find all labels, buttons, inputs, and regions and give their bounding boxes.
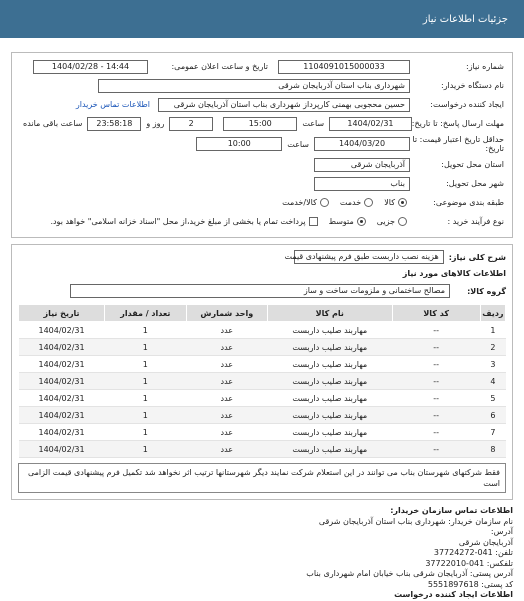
table-cell: 7 [480,424,505,441]
table-cell: -- [392,356,480,373]
contact-address: آدرس پستی: آذربایجان شرقی بناب خیابان امام شهرداری بناب [306,569,513,578]
creator-label: ایجاد کننده درخواست: [430,100,504,109]
table-cell: مهاربند صلیب داربست [268,356,393,373]
delivery-city-row [18,174,506,193]
creator-field: حسین محجوبی بهمنی کارپرداز شهرداری بناب استان آذربایجان شرقی [158,98,410,112]
validity-row [18,133,506,155]
table-cell: عدد [186,390,267,407]
process-row [18,212,506,231]
table-cell: عدد [186,407,267,424]
radio-icon[interactable] [320,198,329,207]
table-cell: -- [392,424,480,441]
announce-label: تاریخ و ساعت اعلان عمومی: [171,62,268,71]
category-row [18,193,506,212]
table-cell: 1 [105,339,186,356]
validity-date-field: 1404/03/20 [314,137,410,151]
validity-time-field: 10:00 [196,137,282,151]
table-cell: -- [392,441,480,458]
buyer-contact-info [11,506,513,601]
buyer-org-field: شهرداری بناب استان آذربایجان شرقی [98,79,410,93]
category-option-service[interactable]: خدمت [340,198,376,207]
contact-org: نام سازمان خریدار: شهرداری بناب استان آذربایجان شرقی [318,516,513,526]
column-header: ردیف [480,305,505,322]
reply-deadline-label: مهلت ارسال پاسخ: تا تاریخ: [411,119,504,128]
table-cell: 1 [480,322,505,339]
description-label: شرح کلی نیاز: [448,252,506,262]
column-header: نام کالا [268,305,393,322]
table-cell: 1404/02/31 [19,339,105,356]
reply-time-label: ساعت [302,119,325,128]
checkbox-icon[interactable] [309,217,318,226]
table-cell: 5 [480,390,505,407]
table-cell: 1 [105,373,186,390]
remaining-label: ساعت باقی مانده [23,119,83,128]
table-cell: 1404/02/31 [19,441,105,458]
table-cell: مهاربند صلیب داربست [268,390,393,407]
page-header [0,0,524,38]
table-row [19,339,506,356]
column-header: تعداد / مقدار [105,305,186,322]
table-cell: 1 [105,441,186,458]
category-label: طبقه بندی موضوعی: [433,198,504,207]
table-row [19,322,506,339]
creator-info-title: اطلاعات ایجاد کننده درخواست [394,590,513,599]
radio-selected-icon[interactable] [398,198,407,207]
need-number-row [18,57,506,76]
validity-label: حداقل تاریخ اعتبار قیمت: تا تاریخ: [412,135,504,153]
table-cell: مهاربند صلیب داربست [268,441,393,458]
table-row [19,441,506,458]
table-cell: 1404/02/31 [19,322,105,339]
table-cell: 1 [105,322,186,339]
reply-date-field: 1404/02/31 [329,117,412,131]
goods-group-label: گروه کالا: [467,286,506,296]
validity-time-label: ساعت [287,139,309,149]
buyer-org-row [18,76,506,95]
table-cell: مهاربند صلیب داربست [268,424,393,441]
process-option-medium[interactable]: متوسط [329,217,369,226]
table-cell: 3 [480,356,505,373]
table-row [19,390,506,407]
buyer-contact-link[interactable]: اطلاعات تماس خریدار [75,100,150,109]
need-number-label: شماره نیاز: [466,62,504,71]
category-option-goods-service[interactable]: کالا/خدمت [282,198,332,207]
table-cell: عدد [186,441,267,458]
remaining-time-field: 23:58:18 [87,117,141,131]
table-cell: عدد [186,322,267,339]
table-cell: 1 [105,390,186,407]
table-cell: عدد [186,339,267,356]
process-label: نوع فرآیند خرید : [447,217,504,226]
creator-row [18,95,506,114]
delivery-city-field: بناب [314,177,410,191]
delivery-province-field: آذربایجان شرقی [314,158,410,172]
contact-title: اطلاعات تماس سازمان خریدار: [390,506,513,515]
reply-time-field: 15:00 [223,117,297,131]
radio-icon[interactable] [364,198,373,207]
table-cell: -- [392,339,480,356]
table-cell: 1404/02/31 [19,407,105,424]
description-row [18,249,506,265]
table-cell: 1 [105,424,186,441]
table-cell: مهاربند صلیب داربست [268,339,393,356]
need-number-field: 1104091015000033 [278,60,410,74]
radio-selected-icon[interactable] [357,217,366,226]
contact-postal-code: کد پستی: 5551897618 [427,579,513,589]
table-cell: مهاربند صلیب داربست [268,407,393,424]
table-cell: 8 [480,441,505,458]
column-header: تاریخ نیاز [19,305,105,322]
goods-table-header [19,305,506,322]
table-row [19,424,506,441]
table-row [19,373,506,390]
page-title: جزئیات اطلاعات نیاز [422,13,508,25]
table-cell: -- [392,407,480,424]
table-cell: 1404/02/31 [19,390,105,407]
delivery-province-row [18,155,506,174]
delivery-city-label: شهر محل تحویل: [446,179,504,188]
table-cell: 1 [105,356,186,373]
table-cell: 1404/02/31 [19,373,105,390]
process-option-minor[interactable]: جزیی [377,217,410,226]
table-cell: مهاربند صلیب داربست [268,373,393,390]
table-cell: عدد [186,373,267,390]
table-row [19,407,506,424]
reply-deadline-row [18,114,506,133]
table-cell: مهاربند صلیب داربست [268,322,393,339]
goods-title: اطلاعات کالاهای مورد نیاز [402,269,506,278]
table-cell: -- [392,373,480,390]
table-cell: عدد [186,424,267,441]
goods-group-field: مصالح ساختمانی و ملزومات ساخت و ساز [70,284,450,298]
description-field: هزینه نصب داربست طبق فرم پیشنهادی قیمت [294,250,444,264]
table-cell: -- [392,322,480,339]
table-cell: 2 [480,339,505,356]
contact-address-label: آدرس: [490,527,513,536]
buyer-org-label: نام دستگاه خریدار: [441,81,504,90]
goods-table [18,304,506,458]
table-row [19,356,506,373]
table-cell: 1404/02/31 [19,424,105,441]
contact-phone: تلفن: 041-37724272 [433,548,513,557]
treasury-payment-option[interactable]: پرداخت تمام یا بخشی از مبلغ خرید،از محل "اسناد خزانه اسلامی" خواهد بود. [50,217,320,226]
table-cell: 6 [480,407,505,424]
table-cell: عدد [186,356,267,373]
contact-province: آذربایجان شرقی [458,537,513,547]
goods-section [11,244,513,500]
table-cell: 4 [480,373,505,390]
table-cell: -- [392,390,480,407]
table-cell: 1404/02/31 [19,356,105,373]
delivery-province-label: استان محل تحویل: [441,160,504,169]
category-option-goods[interactable]: کالا [384,198,410,207]
contact-fax: تلفکس: 041-37722010 [425,558,513,568]
table-cell: 1 [105,407,186,424]
goods-group-row [18,281,506,301]
buyer-note: فقط شرکتهای شهرستان بناب می توانند در این استعلام شرکت نمایند دیگر شهرستانها ترتیب اثر نخواهد شد تکمیل فرم پیشنهادی قیمت الزامی است [18,463,506,493]
days-label: روز و [146,119,165,128]
radio-icon[interactable] [398,217,407,226]
column-header: واحد شمارش [186,305,267,322]
days-field: 2 [169,117,213,131]
announce-field: 1404/02/28 - 14:44 [33,60,148,74]
need-details-card [11,52,513,238]
column-header: کد کالا [392,305,480,322]
